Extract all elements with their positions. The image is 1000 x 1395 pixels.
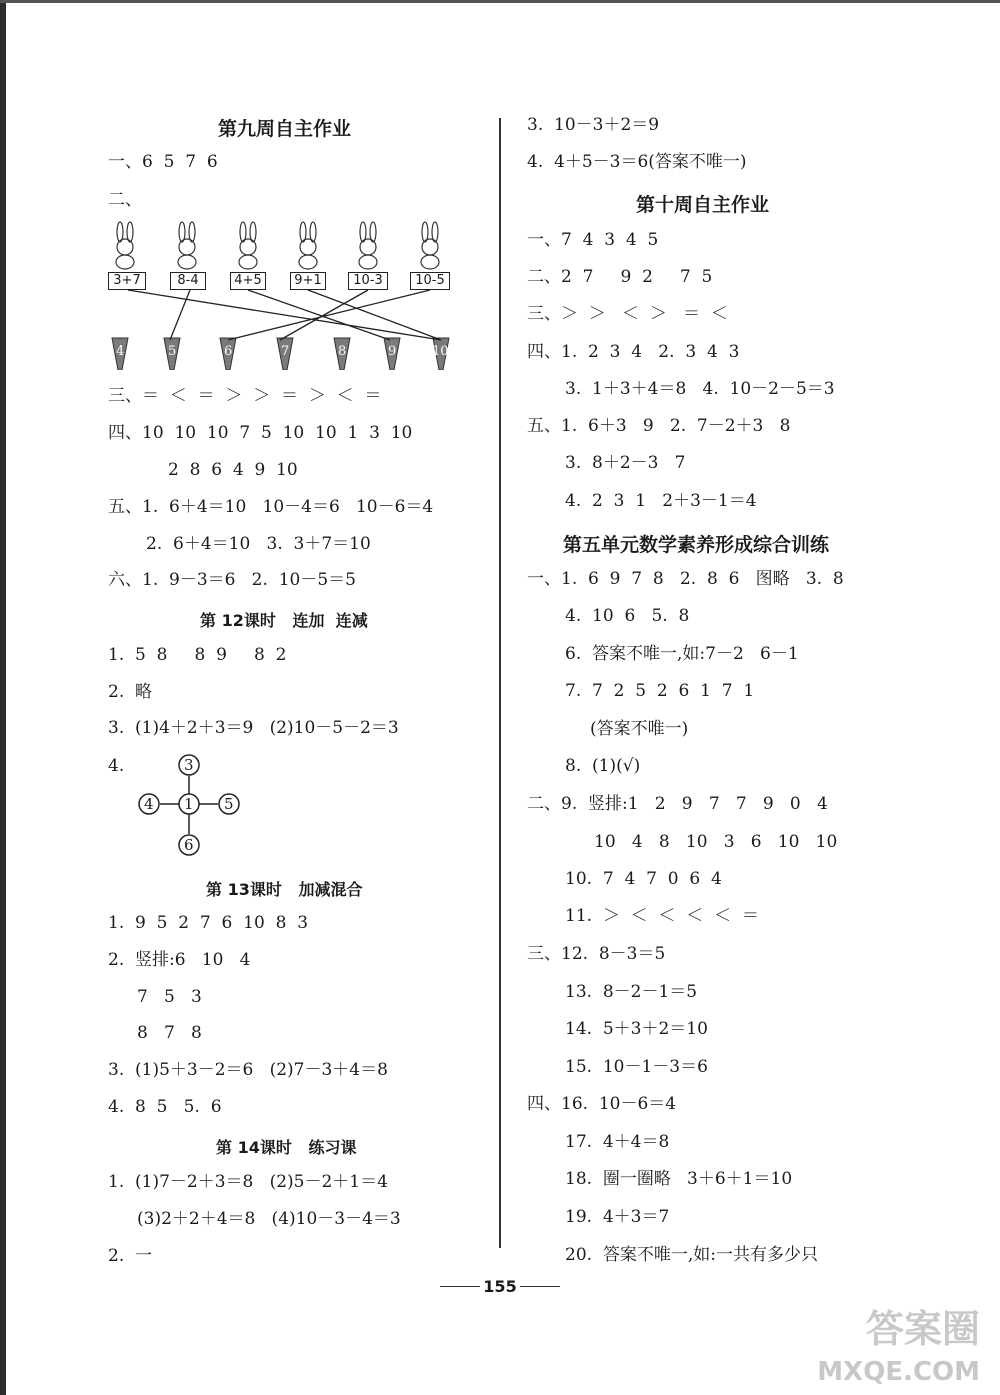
lesson14-title: 第 14课时 练习课 xyxy=(216,1138,357,1157)
lesson13-q2-row3: 8 7 8 xyxy=(137,1023,202,1043)
unit5-l1: 一、1. 6 9 7 8 2. 8 6 图略 3. 8 xyxy=(527,569,844,589)
unit5-l6: 8. (1)(√) xyxy=(565,756,641,776)
top-border xyxy=(0,0,1000,3)
lesson13-q2: 2. 竖排:6 10 4 xyxy=(108,950,251,970)
rabbit-icons xyxy=(116,222,439,269)
week10-part5c: 4. 2 3 1 2＋3－1＝4 xyxy=(565,491,757,511)
unit5-l16: 17. 4＋4＝8 xyxy=(565,1132,670,1152)
lesson12-q1: 1. 5 8 8 9 8 2 xyxy=(108,645,287,665)
watermark-logo: 答案圈 xyxy=(865,1307,980,1351)
unit5-l9: 10. 7 4 7 0 6 4 xyxy=(565,869,722,889)
carrot-number: 5 xyxy=(168,344,177,359)
unit5-l7: 二、9. 竖排:1 2 9 7 7 9 0 4 xyxy=(527,794,828,814)
week9-part4b: 2 8 6 4 9 10 xyxy=(168,460,298,480)
page-rule-right xyxy=(520,1286,560,1287)
column-divider xyxy=(499,118,501,1248)
watermark-url: MXQE.COM xyxy=(817,1357,980,1387)
week10-part3: 三、＞ ＞ ＜ ＞ ＝ ＜ xyxy=(527,304,728,324)
page-number: 155 xyxy=(483,1277,517,1296)
week9-part5b: 2. 6＋4＝10 3. 3＋7＝10 xyxy=(146,534,371,554)
week9-part1: 一、6 5 7 6 xyxy=(108,152,218,172)
lesson13-q2-row2: 7 5 3 xyxy=(137,987,202,1007)
unit5-l18: 19. 4＋3＝7 xyxy=(565,1207,670,1227)
lesson14-q1: 1. (1)7－2＋3＝8 (2)5－2＋1＝4 xyxy=(108,1172,388,1192)
unit5-l12: 13. 8－2－1＝5 xyxy=(565,982,698,1002)
lesson14-q1-cont: (3)2＋2＋4＝8 (4)10－3－4＝3 xyxy=(137,1209,401,1229)
circle-left: 4 xyxy=(144,795,154,813)
lesson13-q3: 3. (1)5＋3－2＝6 (2)7－3＋4＝8 xyxy=(108,1060,388,1080)
week9-part6: 六、1. 9－3＝6 2. 10－5＝5 xyxy=(108,570,356,590)
week10-part1: 一、7 4 3 4 5 xyxy=(527,230,659,250)
expr-box: 10-5 xyxy=(410,272,450,290)
week9-part5a: 五、1. 6＋4＝10 10－4＝6 10－6＝4 xyxy=(108,497,434,517)
unit5-l3: 6. 答案不唯一,如:7－2 6－1 xyxy=(565,644,799,664)
carrot-number: 4 xyxy=(116,344,125,359)
carrot-number: 6 xyxy=(224,344,233,359)
expr-box: 10-3 xyxy=(348,272,388,290)
expr-box: 9+1 xyxy=(290,272,326,290)
circle-top: 3 xyxy=(184,756,194,774)
lesson13-title: 第 13课时 加减混合 xyxy=(206,880,363,899)
week9-title: 第九周自主作业 xyxy=(218,118,352,140)
unit5-l10: 11. ＞ ＜ ＜ ＜ ＜ ＝ xyxy=(565,906,759,926)
lesson14-q2: 2. 一 xyxy=(108,1246,153,1266)
week9-part3: 三、＝ ＜ ＝ ＞ ＞ ＝ ＞ ＜ ＝ xyxy=(108,386,382,406)
unit5-l14: 15. 10－1－3＝6 xyxy=(565,1057,708,1077)
week10-title: 第十周自主作业 xyxy=(636,194,770,216)
week10-part5: 五、1. 6＋3 9 2. 7－2＋3 8 xyxy=(527,416,791,436)
unit5-l11: 三、12. 8－3＝5 xyxy=(527,944,666,964)
expr-box: 4+5 xyxy=(230,272,266,290)
unit5-l17: 18. 圈一圈略 3＋6＋1＝10 xyxy=(565,1169,793,1189)
week9-part2-label: 二、 xyxy=(108,190,142,210)
unit5-l5: (答案不唯一) xyxy=(590,719,689,739)
circle-center: 1 xyxy=(184,795,194,813)
circle-bottom: 6 xyxy=(184,836,194,854)
unit5-l2: 4. 10 6 5. 8 xyxy=(565,606,690,626)
week10-part2: 二、2 7 9 2 7 5 xyxy=(527,267,713,287)
carrot-number: 10 xyxy=(432,344,449,359)
carrot-number: 7 xyxy=(281,344,290,359)
match-lines xyxy=(128,290,441,340)
week10-part4b: 3. 1＋3＋4＝8 4. 10－2－5＝3 xyxy=(565,379,835,399)
scan-edge xyxy=(0,0,6,1395)
unit5-title: 第五单元数学素养形成综合训练 xyxy=(563,534,830,556)
lesson12-q2: 2. 略 xyxy=(108,682,153,702)
unit5-l19: 20. 答案不唯一,如:一共有多少只 xyxy=(565,1245,818,1265)
r-line-1: 3. 10－3＋2＝9 xyxy=(527,115,660,135)
circle-right: 5 xyxy=(224,795,234,813)
lesson12-q3: 3. (1)4＋2＋3＝9 (2)10－5－2＝3 xyxy=(108,718,399,738)
carrot-number: 8 xyxy=(338,344,347,359)
unit5-l4: 7. 7 2 5 2 6 1 7 1 xyxy=(565,681,755,701)
r-line-2: 4. 4＋5－3＝6(答案不唯一) xyxy=(527,152,747,172)
week10-part5b: 3. 8＋2－3 7 xyxy=(565,453,686,473)
lesson13-q4: 4. 8 5 5. 6 xyxy=(108,1097,222,1117)
week10-part4: 四、1. 2 3 4 2. 3 4 3 xyxy=(527,342,740,362)
lesson12-title: 第 12课时 连加 连减 xyxy=(200,611,368,630)
lesson12-q4: 4. xyxy=(108,756,125,776)
expr-box: 8-4 xyxy=(170,272,206,290)
lesson13-q1: 1. 9 5 2 7 6 10 8 3 xyxy=(108,913,309,933)
unit5-l8: 10 4 8 10 3 6 10 10 xyxy=(594,832,838,852)
expr-box: 3+7 xyxy=(108,272,146,290)
unit5-l13: 14. 5＋3＋2＝10 xyxy=(565,1019,708,1039)
unit5-l15: 四、16. 10－6＝4 xyxy=(527,1094,677,1114)
week9-part4a: 四、10 10 10 7 5 10 10 1 3 10 xyxy=(108,423,413,443)
carrot-number: 9 xyxy=(388,344,397,359)
